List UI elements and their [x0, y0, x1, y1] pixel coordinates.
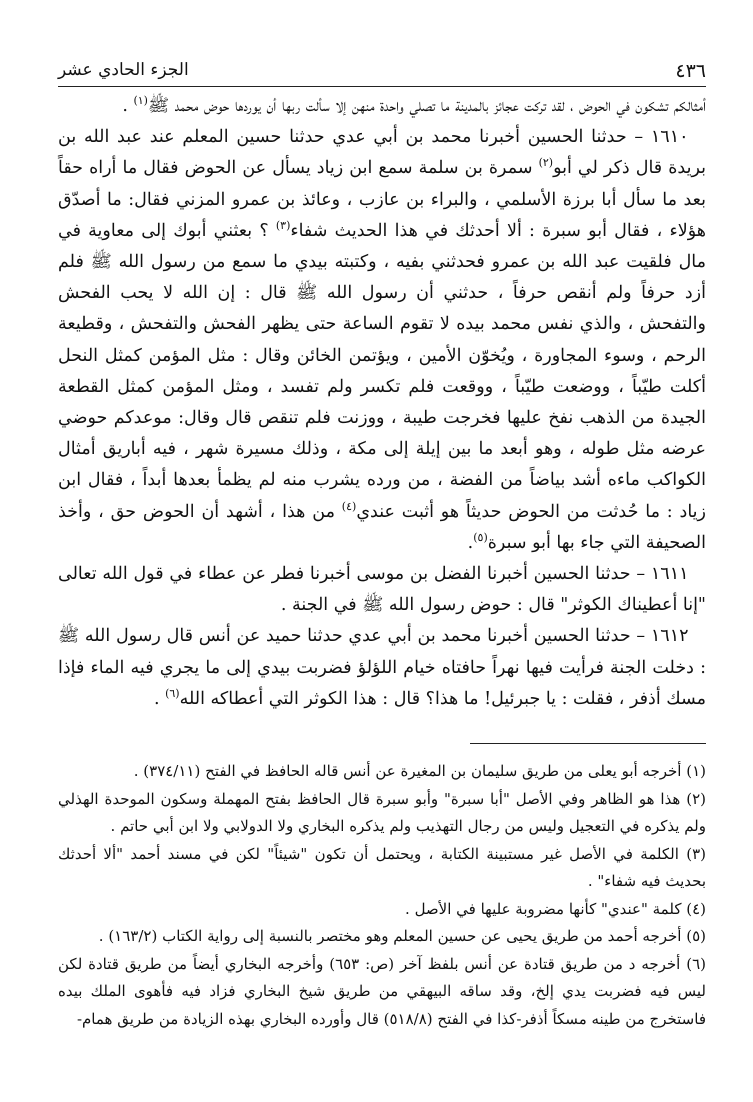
- footnote-6: (٦) أخرجه د من طريق قتادة عن أنس بلفظ آخر (ص: ٦٥٣) وأخرجه البخاري أيضاً من طريق قتادة لكن ليس فيه فضربت يدي إلخ، وقد ساقه البيهقي من طريق شيخ البخاري فزاد فيه فأهوى الملك بيده فاستخرج من طينه مسكاً أذفر-كذا في الفتح (٥١٨/٨) قال وأورده البخاري بهذه الزيادة من طريق همام-: [58, 954, 706, 1028]
- volume-title: الجزء الحادي عشر: [58, 60, 189, 80]
- footnote-ref: (٥): [473, 531, 488, 545]
- footnote-ref: (٢): [538, 156, 554, 170]
- hadith-1612: [58, 621, 706, 715]
- hadith-text: – حدثنا الحسين أخبرنا محمد بن أبي عدي حدثنا حسين المعلم عند عبد الله بن بريدة قال ذكر لي أبو: [58, 127, 706, 179]
- footnote-ref: (٦): [165, 687, 180, 701]
- footnote-1: (١) أخرجه أبو يعلى من طريق سليمان بن المغيرة عن أنس قاله الحافظ في الفتح (٣٧٤/١١) .: [133, 762, 706, 781]
- hadith-text: .: [467, 532, 474, 553]
- hadith-number: ١٦١١: [650, 564, 689, 585]
- footnote-2: (٢) هذا هو الظاهر وفي الأصل "أبا سبرة" وأبو سبرة قال الحافظ بفتح المهملة وسكون الموحدة الهذلي ولم يذكره في التعجيل وليس من رجال التهذيب ولم يذكره البخاري ولا الدولابي ولا ابن أبي حاتم .: [58, 789, 706, 836]
- hadith-text: – حدثنا الحسين أخبرنا الفضل بن موسى أخبرنا فطر عن عطاء في قول الله تعالى "إنا أعطيناك الكوثر" قال : حوض رسول الله ﷺ في الجنة .: [58, 564, 706, 616]
- footnote-5: (٥) أخرجه أحمد من طريق يحيى عن حسين المعلم وهو مختصر بالنسبة إلى رواية الكتاب (١٦٣/٢) .: [98, 927, 706, 946]
- intro-paragraph: [58, 91, 706, 122]
- footnote-4: (٤) كلمة "عندي" كأنها مضروبة عليها في الأصل .: [405, 899, 706, 918]
- footnote-separator: [470, 743, 706, 744]
- footnote-ref: (٣): [275, 218, 291, 232]
- hadith-1611: [58, 559, 706, 621]
- hadith-text: ؟ بعثني أبوك إلى معاوية في مال فلقيت عبد الله بن عمرو فحدثني بفيه ، وكتبته بيدي ما سمع من رسول الله ﷺ فلم أزد حرفاً ولم أنقص حرفاً ، حدثني أن رسول الله ﷺ قال : إن الله لا يحب الفحش والتفحش ، والذي نفس محمد بيده لا تقوم الساعة حتى يظهر الفحش والتفحش ، وقطيعة الرحم ، وسوء المجاورة ، ويُخوّن الأمين ، ويؤتمن الخائن وقال : مثل المؤمن كمثل النحل أكلت طيّباً ، ووضعت طيّباً ، ووقعت فلم تكسر ولم تفسد ، ومثل المؤمن كمثل القطعة الجيدة من الذهب نفخ عليها فخرجت طيبة ، ووزنت فلم تنقص قال وقال: موعدكم حوضي عرضه مثل طوله ، وهو أبعد ما بين إيلة إلى مكة ، وذلك مسيرة شهر ، فيه أباريق أمثال الكواكب ماءه أشد بياضاً من الفضة ، من ورده يشرب منه لم يظمأ بعدها أبداً ، فقال ابن زياد : ما حُدثت من الحوض حديثاً هو أثبت عندي: [58, 220, 706, 522]
- hadith-text: من هذا ، أشهد أن الحوض حق ، وأخذ الصحيفة التي جاء بها أبو سبرة: [58, 501, 706, 553]
- intro-end: .: [122, 96, 134, 116]
- hadith-number: ١٦١٠: [650, 127, 689, 148]
- main-text: [58, 91, 706, 715]
- hadith-text: سمرة بن سلمة سمع ابن زياد يسأل عن الحوض فقال ما أراه حقاً بعد ما سأل أبا برزة الأسلمي ، والبراء بن عازب ، وعائذ بن عمرو المزني فقال: ما أصدّق هؤلاء ، فقال أبو سبرة : ألا أحدثك في هذا الحديث شفاء: [58, 158, 706, 241]
- footnote-ref: (١): [133, 94, 148, 108]
- footnotes: [58, 758, 706, 1033]
- hadith-text: – حدثنا الحسين أخبرنا محمد بن أبي عدي حدثنا حميد عن أنس قال رسول الله ﷺ : دخلت الجنة فرأيت فيها نهراً حافتاه خيام اللؤلؤ فضربت بيدي إلى ما يجري فيه الماء فإذا مسك أذفر ، فقلت : يا جبرئيل! ما هذا؟ قال : هذا الكوثر التي أعطاكه الله: [58, 626, 706, 709]
- running-header: [58, 60, 706, 87]
- intro-text: أمثالكم تشكون في الحوض ، لقد تركت عجائز بالمدينة ما تصلي واحدة منهن إلا سألت ربها أن يوردها حوض محمد ﷺ: [147, 96, 706, 116]
- hadith-number: ١٦١٢: [650, 626, 689, 647]
- page-number: ٤٣٦: [675, 60, 706, 82]
- footnote-3: (٣) الكلمة في الأصل غير مستبينة الكتابة ، ويحتمل أن تكون "شيئاً" لكن في مسند أحمد "ألا أحدثك بحديث فيه شفاء" .: [58, 844, 706, 891]
- book-page: [58, 60, 706, 1033]
- footnote-ref: (٤): [341, 499, 357, 513]
- hadith-end: .: [153, 688, 166, 709]
- hadith-1610: [58, 122, 706, 559]
